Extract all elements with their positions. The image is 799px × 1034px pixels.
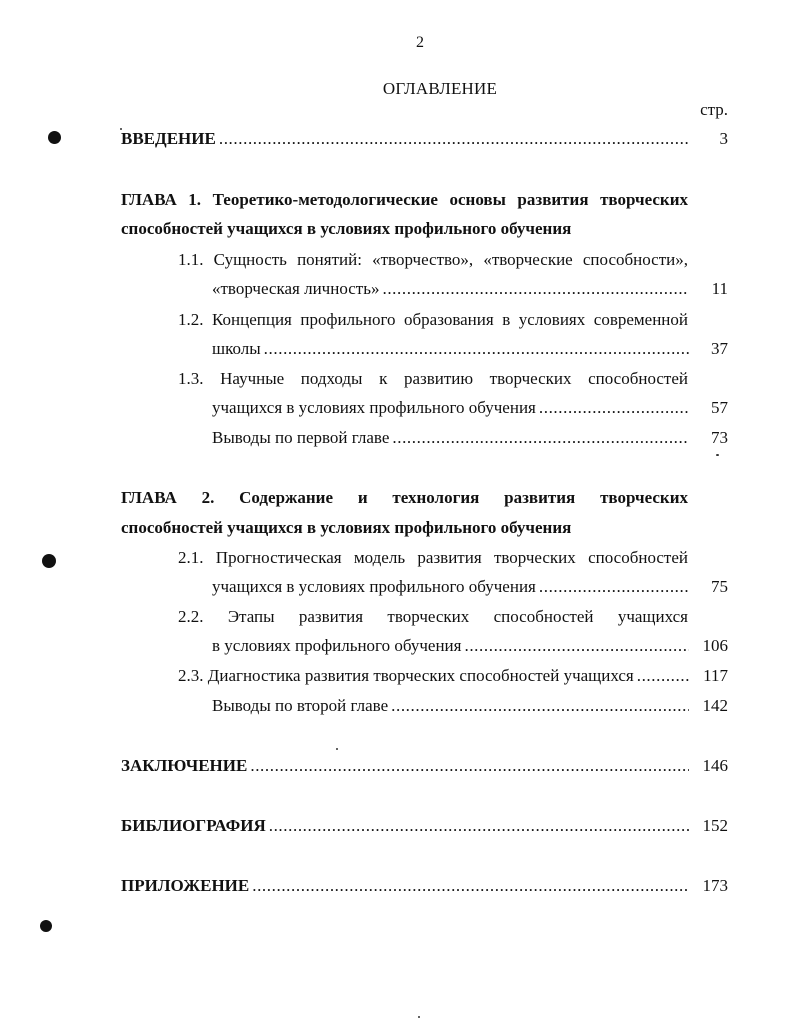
chapter2-title-line1[interactable]: ГЛАВА 2. Содержание и технология развития творческих (121, 488, 688, 507)
leader-dots (269, 816, 689, 836)
leader-dots (219, 129, 689, 149)
toc-entry-2-3[interactable] (178, 666, 728, 690)
toc-entry-title: учащихся в условиях профильного обучения (212, 577, 536, 596)
toc-entry-1-2[interactable] (212, 339, 728, 363)
leader-dots (382, 279, 689, 299)
toc-entry-title: БИБЛИОГРАФИЯ (121, 816, 266, 835)
page-column-label: стр. (700, 100, 728, 119)
toc-entry-1-1[interactable] (212, 279, 728, 303)
toc-entry-2-1[interactable] (212, 577, 728, 601)
toc-entry-title: Выводы по второй главе (212, 696, 389, 715)
toc-page-number: 3 (719, 129, 728, 148)
toc-page-number: 142 (702, 696, 728, 715)
toc-page-number: 106 (702, 636, 728, 655)
leader-dots (464, 636, 689, 656)
toc-page-number: 37 (711, 339, 728, 358)
leader-dots (252, 876, 689, 896)
leader-dots (264, 339, 689, 359)
toc-entry-title: «творческая личность» (212, 279, 380, 298)
chapter1-title-line1[interactable]: ГЛАВА 1. Теоретико-методологические основы развития творческих (121, 190, 688, 209)
toc-entry-bibliography[interactable] (121, 816, 728, 840)
chapter2-title-line2[interactable]: способностей учащихся в условиях профильного обучения (121, 518, 572, 537)
chapter1-title-line2[interactable]: способностей учащихся в условиях профильного обучения (121, 219, 572, 238)
toc-entry-title: Выводы по первой главе (212, 428, 390, 447)
scan-speck (716, 454, 719, 456)
toc-page-number: 173 (702, 876, 728, 895)
leader-dots (392, 428, 689, 448)
section-2-1-line1[interactable]: 2.1. Прогностическая модель развития творческих способностей (178, 548, 688, 567)
section-2-2-line1[interactable]: 2.2. Этапы развития творческих способностей учащихся (178, 607, 688, 626)
toc-entry-chapter2-conclusions[interactable] (212, 696, 728, 720)
section-1-3-line1[interactable]: 1.3. Научные подходы к развитию творческих способностей (178, 369, 688, 388)
leader-dots (539, 577, 689, 597)
toc-entry-appendix[interactable] (121, 876, 728, 900)
toc-entry-title: учащихся в условиях профильного обучения (212, 398, 536, 417)
toc-page-number: 146 (702, 756, 728, 775)
toc-page-number: 152 (702, 816, 728, 835)
leader-dots (391, 696, 689, 716)
section-1-2-line1[interactable]: 1.2. Концепция профильного образования в условиях современной (178, 310, 688, 329)
leader-dots (250, 756, 689, 776)
toc-page-number: 75 (711, 577, 728, 596)
toc-entry-intro[interactable] (121, 129, 728, 153)
toc-page-number: 11 (711, 279, 728, 298)
toc-entry-title: в условиях профильного обучения (212, 636, 462, 655)
toc-entry-title: ВВЕДЕНИЕ (121, 129, 216, 148)
binder-hole-mark (48, 131, 61, 144)
binder-hole-mark (42, 554, 56, 568)
scan-speck (418, 1016, 420, 1018)
leader-dots (539, 398, 689, 418)
toc-entry-conclusion[interactable] (121, 756, 728, 780)
toc-entry-title: ЗАКЛЮЧЕНИЕ (121, 756, 248, 775)
toc-entry-title: 2.3. Диагностика развития творческих способностей учащихся (178, 666, 634, 685)
section-1-1-line1[interactable]: 1.1. Сущность понятий: «творчество», «творческие способности», (178, 250, 688, 269)
toc-entry-title: школы (212, 339, 261, 358)
toc-entry-chapter1-conclusions[interactable] (212, 428, 728, 452)
binder-hole-mark (40, 920, 52, 932)
toc-page-number: 57 (711, 398, 728, 417)
scan-speck (336, 748, 338, 750)
toc-title: ОГЛАВЛЕНИЕ (382, 79, 498, 98)
toc-page-number: 117 (703, 666, 728, 685)
toc-entry-title: ПРИЛОЖЕНИЕ (121, 876, 250, 895)
toc-entry-1-3[interactable] (212, 398, 728, 422)
toc-entry-2-2[interactable] (212, 636, 728, 660)
leader-dots (637, 666, 689, 686)
page-number: 2 (416, 34, 424, 51)
toc-page-number: 73 (711, 428, 728, 447)
